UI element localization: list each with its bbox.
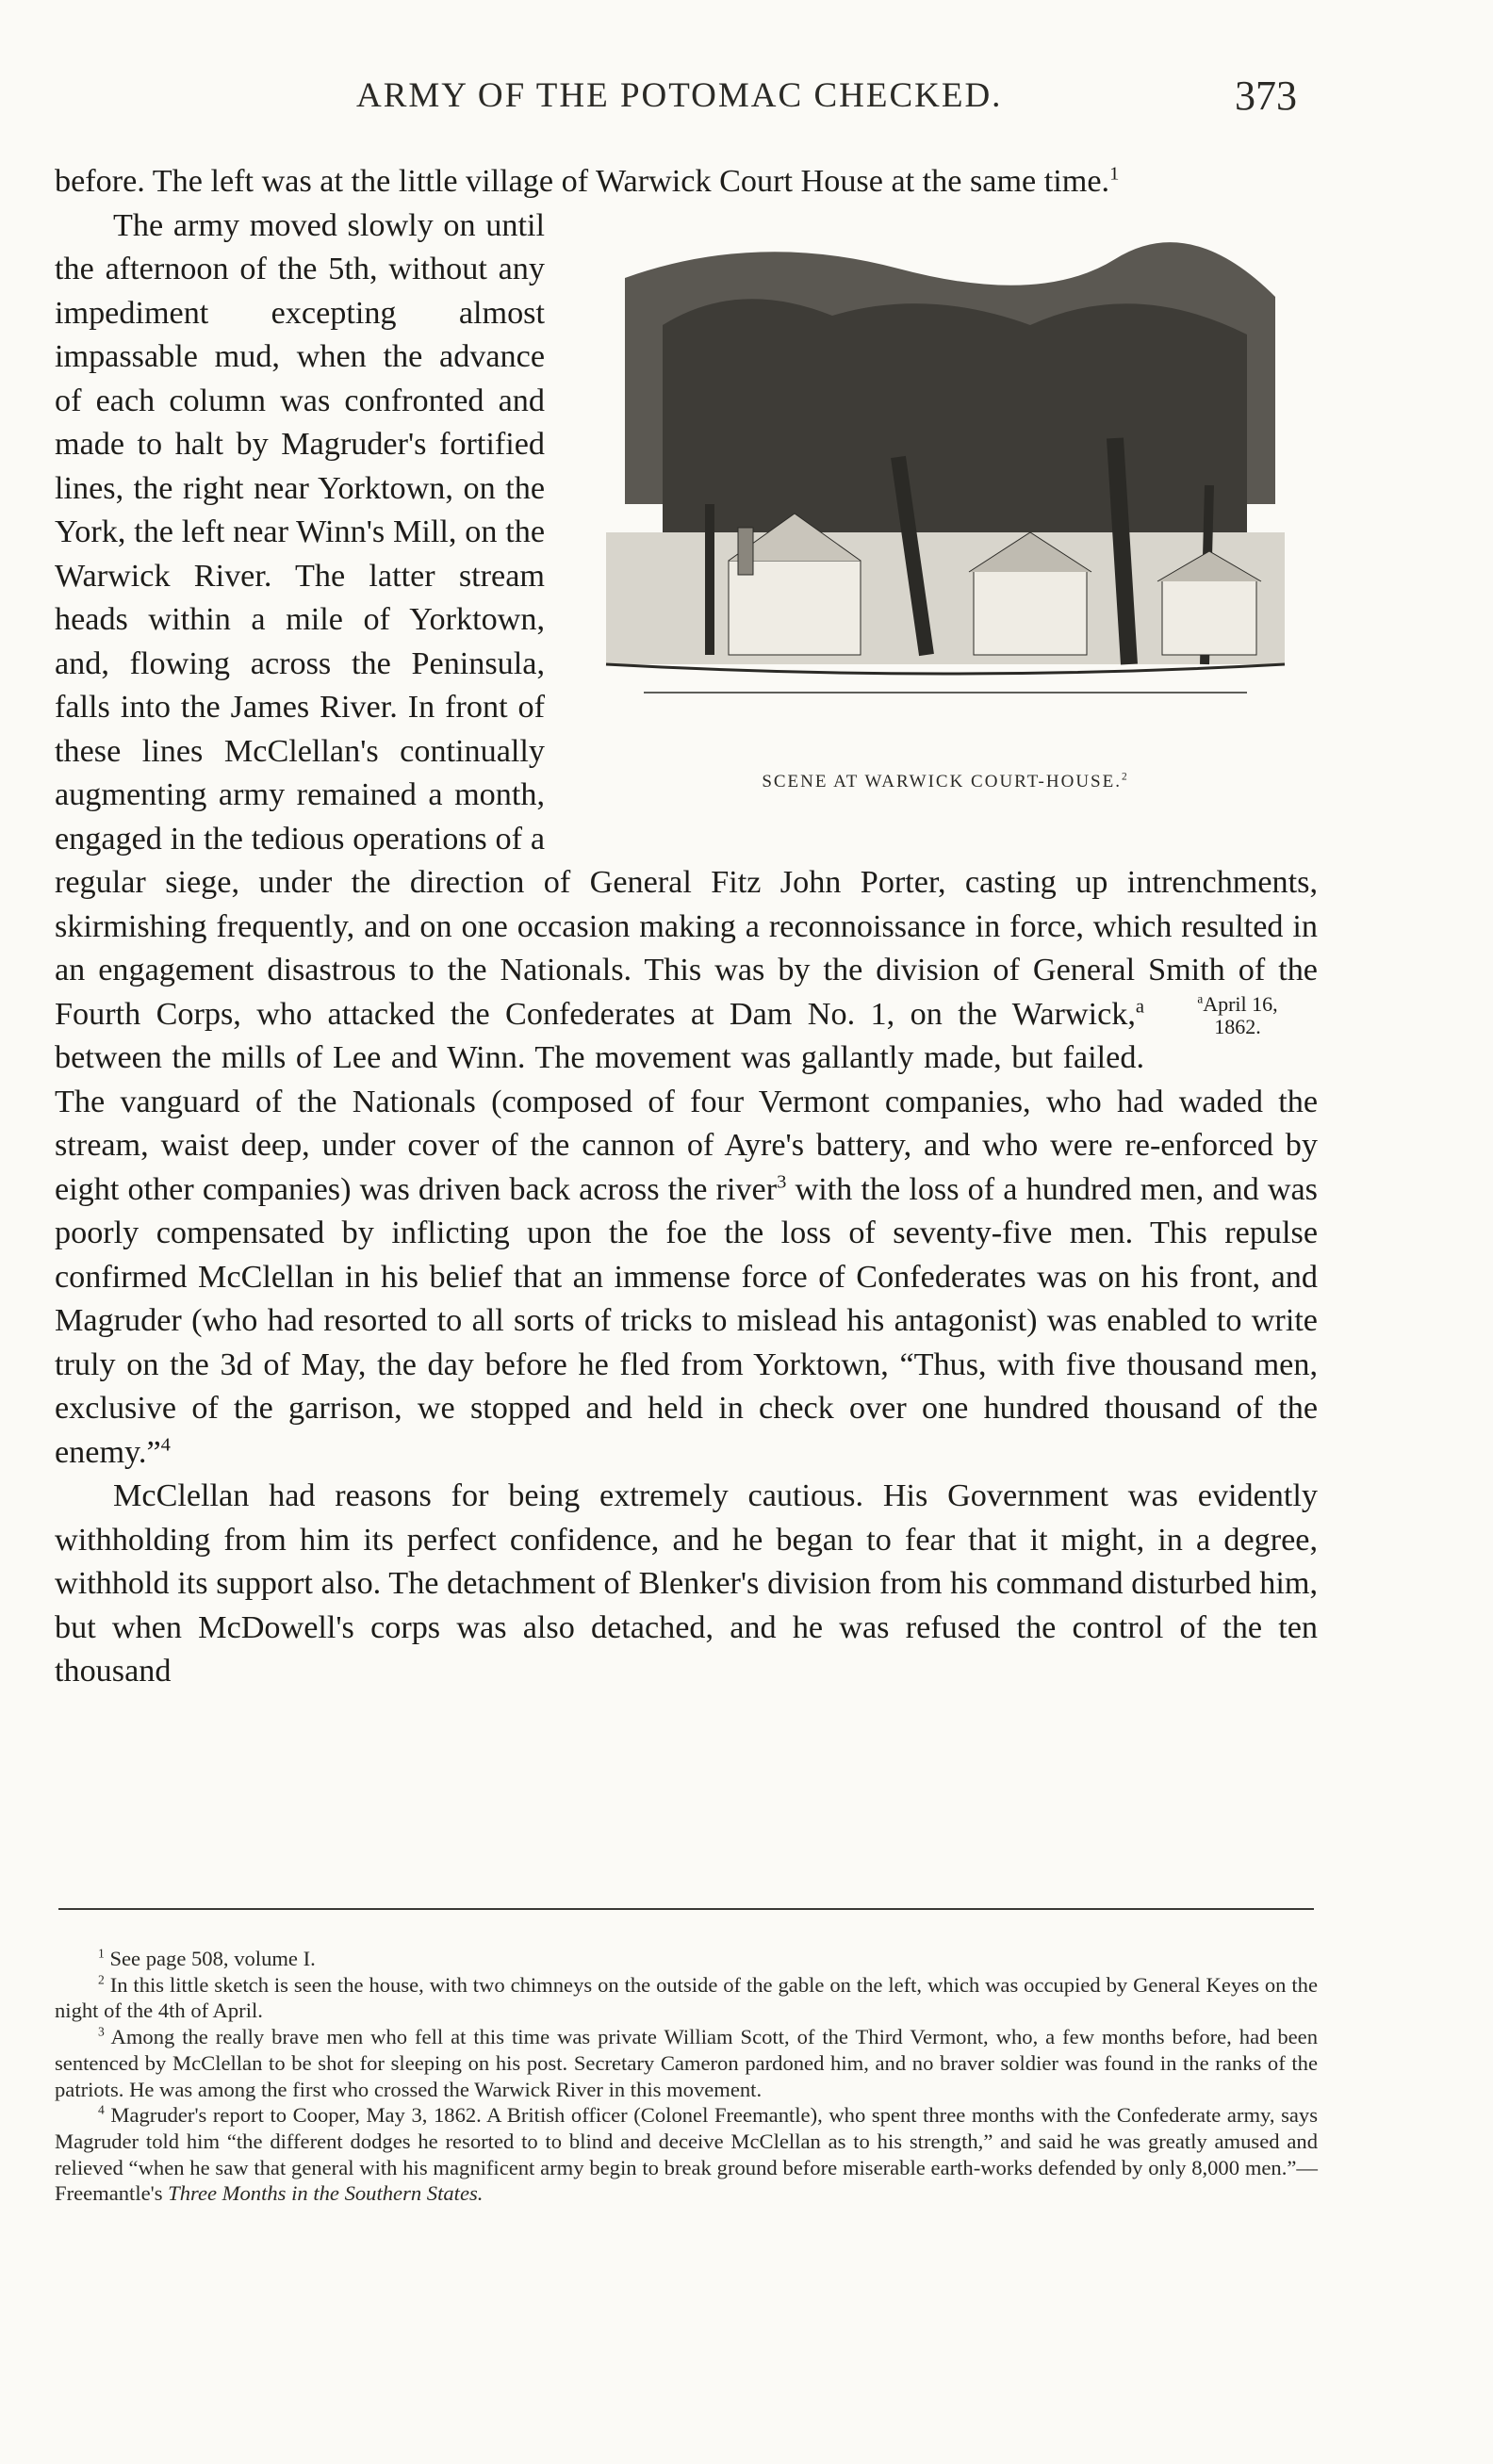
footnote-1: $^1$ See page 508, volume I. — [98, 1946, 316, 1970]
figure-caption: SCENE AT WARWICK COURT-HOUSE.$^2$ — [762, 771, 1129, 791]
footnote-rule — [58, 1908, 1314, 1910]
footnote-ref-4: 4 — [160, 1434, 171, 1456]
side-note-date: $^a$April 16, 1862. — [1197, 991, 1278, 1038]
paragraph-1: before. The left was at the little village of Warwick Court House at the same time.$^1$ — [55, 163, 1120, 199]
running-header — [0, 64, 1493, 130]
footnote-ref-3: 3 — [777, 1171, 787, 1193]
running-title: ARMY OF THE POTOMAC CHECKED. — [356, 76, 1003, 115]
footnote-ref-1: 1 — [1109, 163, 1120, 185]
body-text — [55, 160, 1318, 1694]
side-note-ref: a — [1135, 996, 1144, 1018]
side-note-marker: a — [1197, 991, 1204, 1006]
illustration-figure — [573, 212, 1318, 815]
paragraph-3: McClellan had reasons for being extremely cautious. His Government was evidently withholding from him its perfect confidence, and he began to fear that it might, in a degree, withhold its support also. The detachment of Blenker's division from his command disturbed him, but when McDowell's corps was also detached, and he was refused the control of the ten thousand — [55, 1478, 1318, 1689]
footnotes — [55, 1946, 1318, 2207]
footnote-3: $^3$ Among the really brave men who fell at this time was private William Scott, of the Third Vermont, who, a few months before, had been sentenced by McClellan to be shot for sleeping on his post. Secretary Cameron pardoned him, and no braver soldier was found in the ranks of the patriots. He was among the first who crossed the Warwick River in this movement. — [55, 2024, 1319, 2101]
warwick-court-house-engraving — [587, 221, 1304, 749]
footnote-4: $^4$ Magruder's report to Cooper, May 3, 1862. A British officer (Colonel Freemantle), who spent three months with the Confederate army, says Magruder told him “the different dodges he resorted to to blind and deceive McClellan as to his strength,” and said he was greatly amused and relieved “when he saw that general with his magnificent army begin to break ground before miserable earth-works defended by only 8,000 men.”—Freemantle's Three Months in the Southern States. — [55, 2102, 1318, 2206]
footnote-2: $^2$ In this little sketch is seen the house, with two chimneys on the outside of the gable on the left, which was occupied by General Keyes on the night of the 4th of April. — [55, 1972, 1318, 2023]
paragraph-2: The army moved slowly on until the afternoon of the 5th, without any impediment excepting almost impassable mud, when the advance of each column was confronted and made to halt by Magruder's fortified lines, the right near Yorktown, on the York, the left near Winn's Mill, on the Warwick River. The latter stream heads within a mile of Yorktown, and, flowing across the Peninsula, falls into the James River. In front of these lines McClellan's continually augmenting army remained a month, engaged in the tedious operations of a regular siege, under the direction of General Fitz John Porter, casting up intrenchments, skirmishing frequently, and on one occasion making a reconnoissance in force, which resulted in an engagement disastrous to the Nationals. This was by the division of General Smith of the Fourth Corps, who attacked the Confederates at Dam No. 1, on the Warwick,$^a$ $^a$April 16, 1862. between the mills of Lee and Winn. The movement was gallantly made, but failed. The vanguard of the Nationals (composed of four Vermont companies, who had waded the stream, waist deep, under cover of the cannon of Ayre's battery, and who were re-enforced by eight other companies) was driven back across the river$^3$ with the loss of a hundred men, and was poorly compensated by inflicting upon the foe the loss of seventy-five men. This repulse confirmed McClellan in his belief that an immense force of Confederates was on his front, and Magruder (who had resorted to all sorts of tricks to mislead his antagonist) was enabled to write truly on the 3d of May, the day before he fled from Yorktown, “Thus, with five thousand men, exclusive of the garrison, we stopped and held in check over one hundred thousand of the enemy.”$^4$ — [55, 207, 1318, 1470]
book-title: Three Months in the Southern States. — [168, 2181, 484, 2206]
caption-note-ref: 2 — [1121, 771, 1129, 783]
page-number: 373 — [1235, 73, 1297, 119]
